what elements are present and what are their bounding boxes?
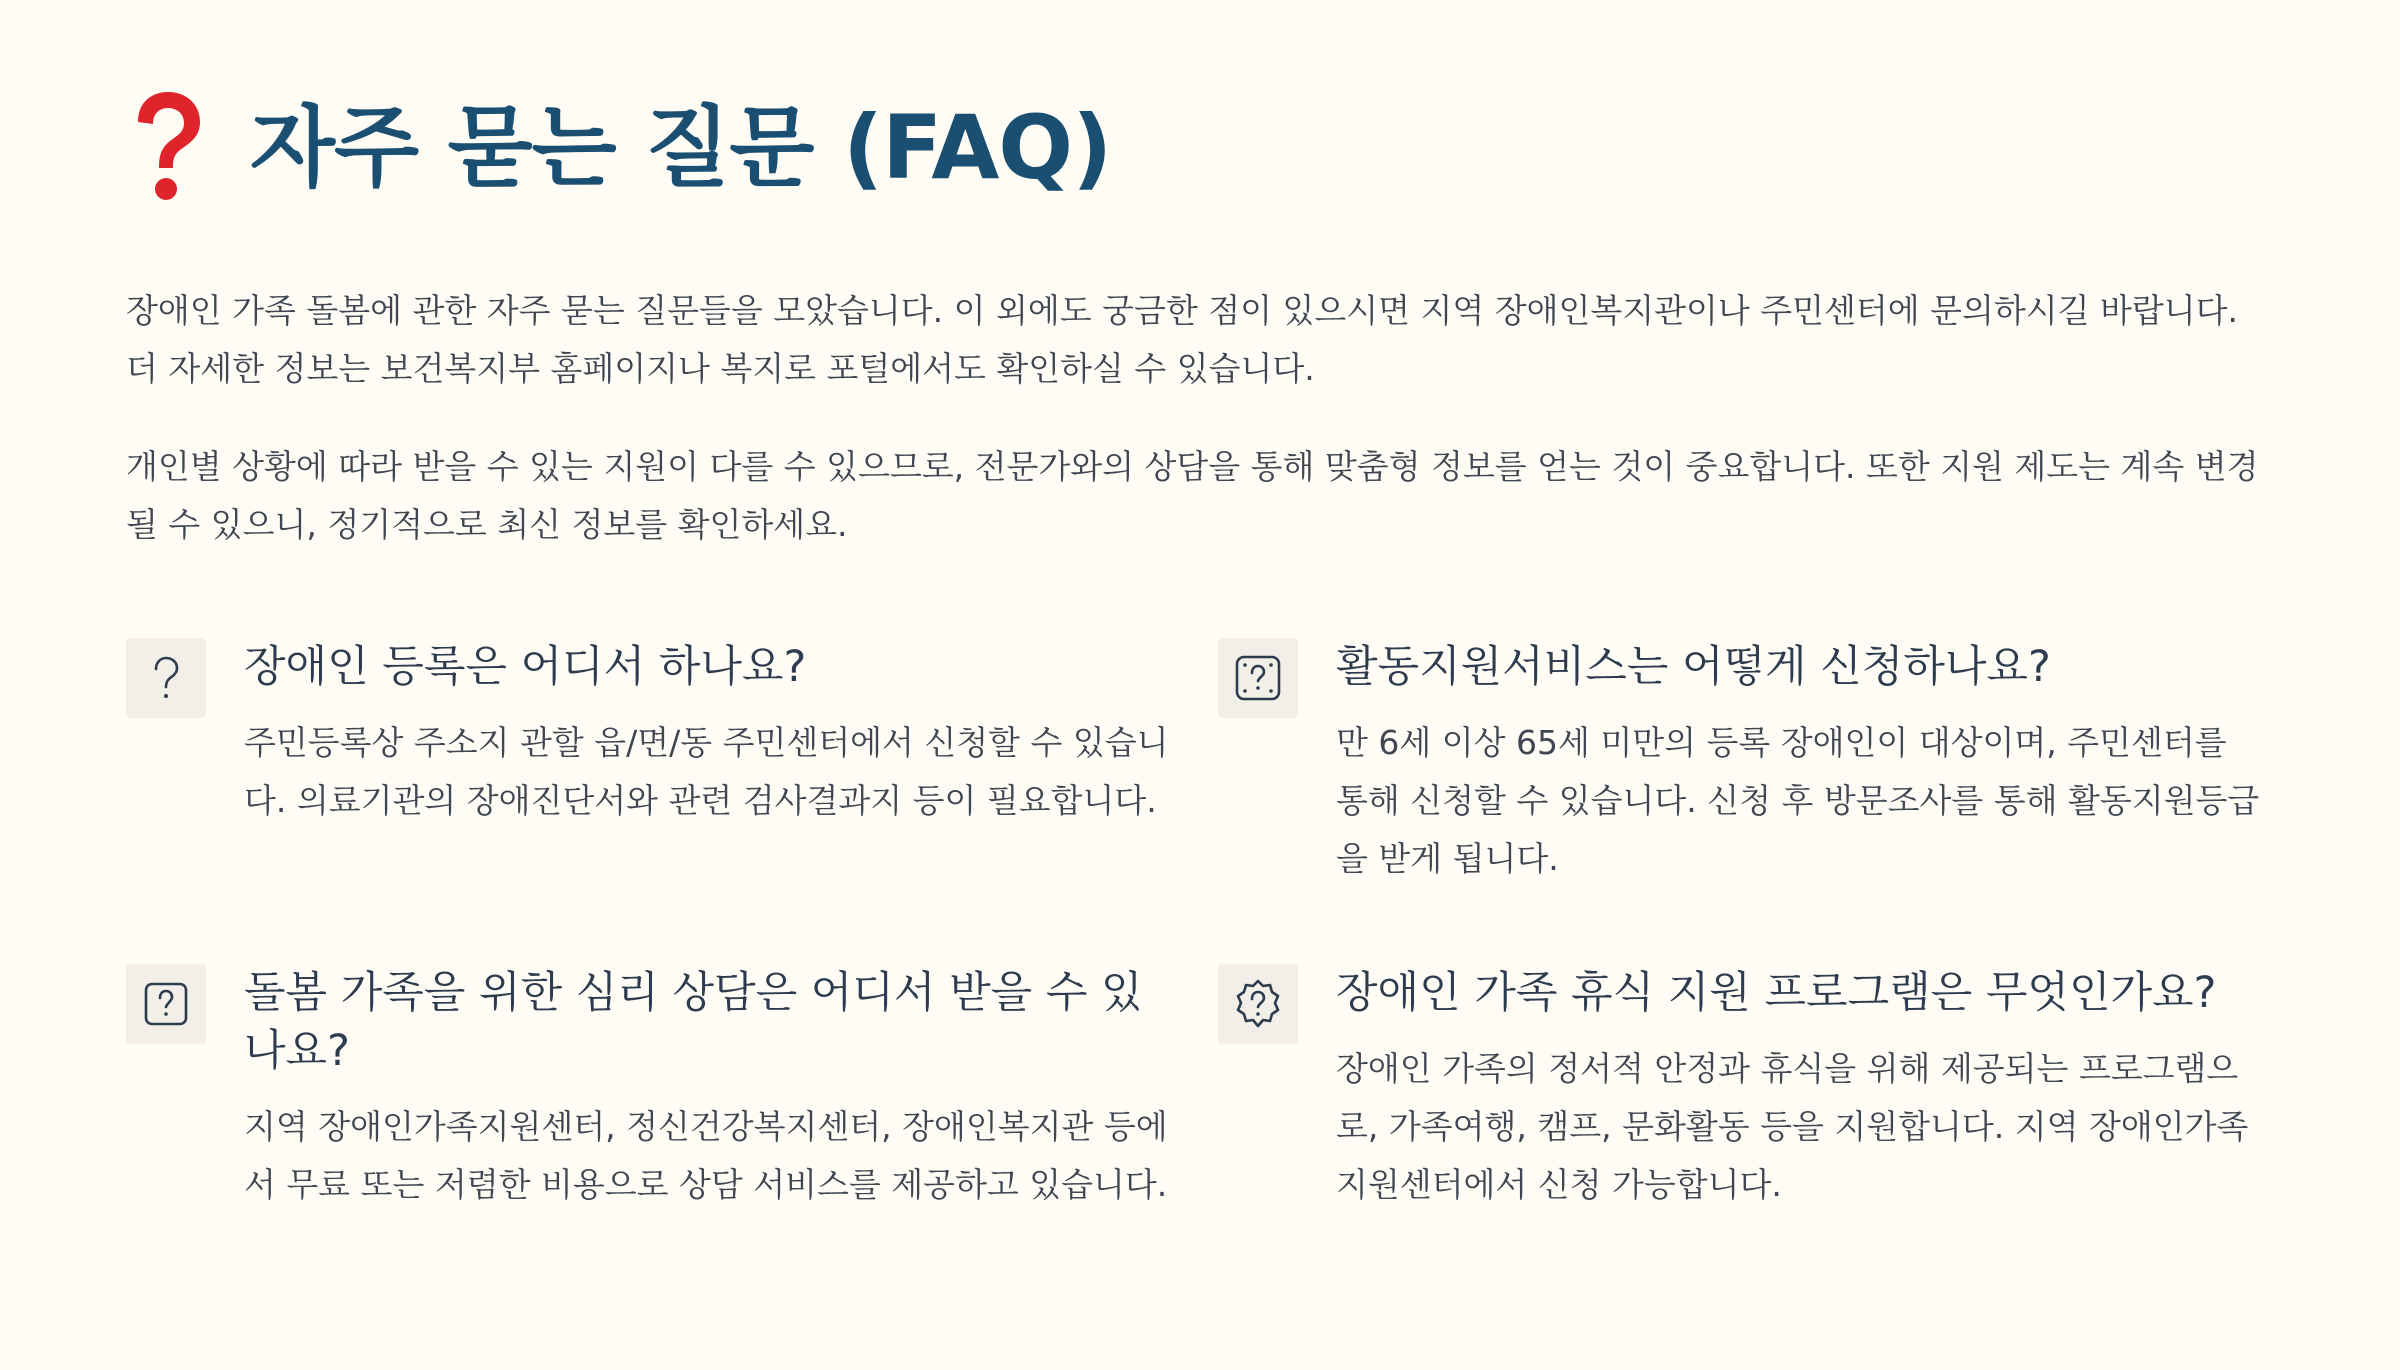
faq-answer: 만 6세 이상 65세 미만의 등록 장애인이 대상이며, 주민센터를 통해 신청할 수 있습니다. 신청 후 방문조사를 통해 활동지원등급을 받게 됩니다. bbox=[1336, 723, 2260, 878]
page-header bbox=[126, 88, 1111, 208]
faq-question: 활동지원서비스는 어떻게 신청하나요? bbox=[1336, 642, 2051, 692]
page-title: 자주 묻는 질문 (FAQ) bbox=[250, 96, 1112, 199]
faq-question: 장애인 가족 휴식 지원 프로그램은 무엇인가요? bbox=[1336, 968, 2217, 1018]
intro-paragraph-2 bbox=[126, 438, 2266, 554]
intro-text-1: 장애인 가족 돌봄에 관한 자주 묻는 질문들을 모았습니다. 이 외에도 궁금한 점이 있으시면 지역 장애인복지관이나 주민센터에 문의하시길 바랍니다. 더 자세한 정보는 보건복지부 홈페이지나 복지로 포털에서도 확인하실 수 있습니다. bbox=[126, 291, 2238, 388]
question-mark-icon bbox=[126, 638, 206, 718]
faq-answer: 장애인 가족의 정서적 안정과 휴식을 위해 제공되는 프로그램으로, 가족여행, 캠프, 문화활동 등을 지원합니다. 지역 장애인가족지원센터에서 신청 가능합니다. bbox=[1336, 1049, 2249, 1204]
intro-text-2: 개인별 상황에 따라 받을 수 있는 지원이 다를 수 있으므로, 전문가와의 상담을 통해 맞춤형 정보를 얻는 것이 중요합니다. 또한 지원 제도는 계속 변경될 수 있으니, 정기적으로 최신 정보를 확인하세요. bbox=[126, 447, 2259, 544]
red-question-mark-icon bbox=[126, 88, 210, 208]
dotted-question-square-icon bbox=[1218, 638, 1298, 718]
question-badge-icon bbox=[1218, 964, 1298, 1044]
intro-paragraph-1 bbox=[126, 282, 2266, 398]
question-square-icon bbox=[126, 964, 206, 1044]
faq-answer: 지역 장애인가족지원센터, 정신건강복지센터, 장애인복지관 등에서 무료 또는 저렴한 비용으로 상담 서비스를 제공하고 있습니다. bbox=[244, 1107, 1168, 1204]
faq-question: 장애인 등록은 어디서 하나요? bbox=[244, 642, 807, 692]
faq-question: 돌봄 가족을 위한 심리 상담은 어디서 받을 수 있나요? bbox=[244, 968, 1143, 1076]
faq-answer: 주민등록상 주소지 관할 읍/면/동 주민센터에서 신청할 수 있습니다. 의료기관의 장애진단서와 관련 검사결과지 등이 필요합니다. bbox=[244, 723, 1169, 820]
